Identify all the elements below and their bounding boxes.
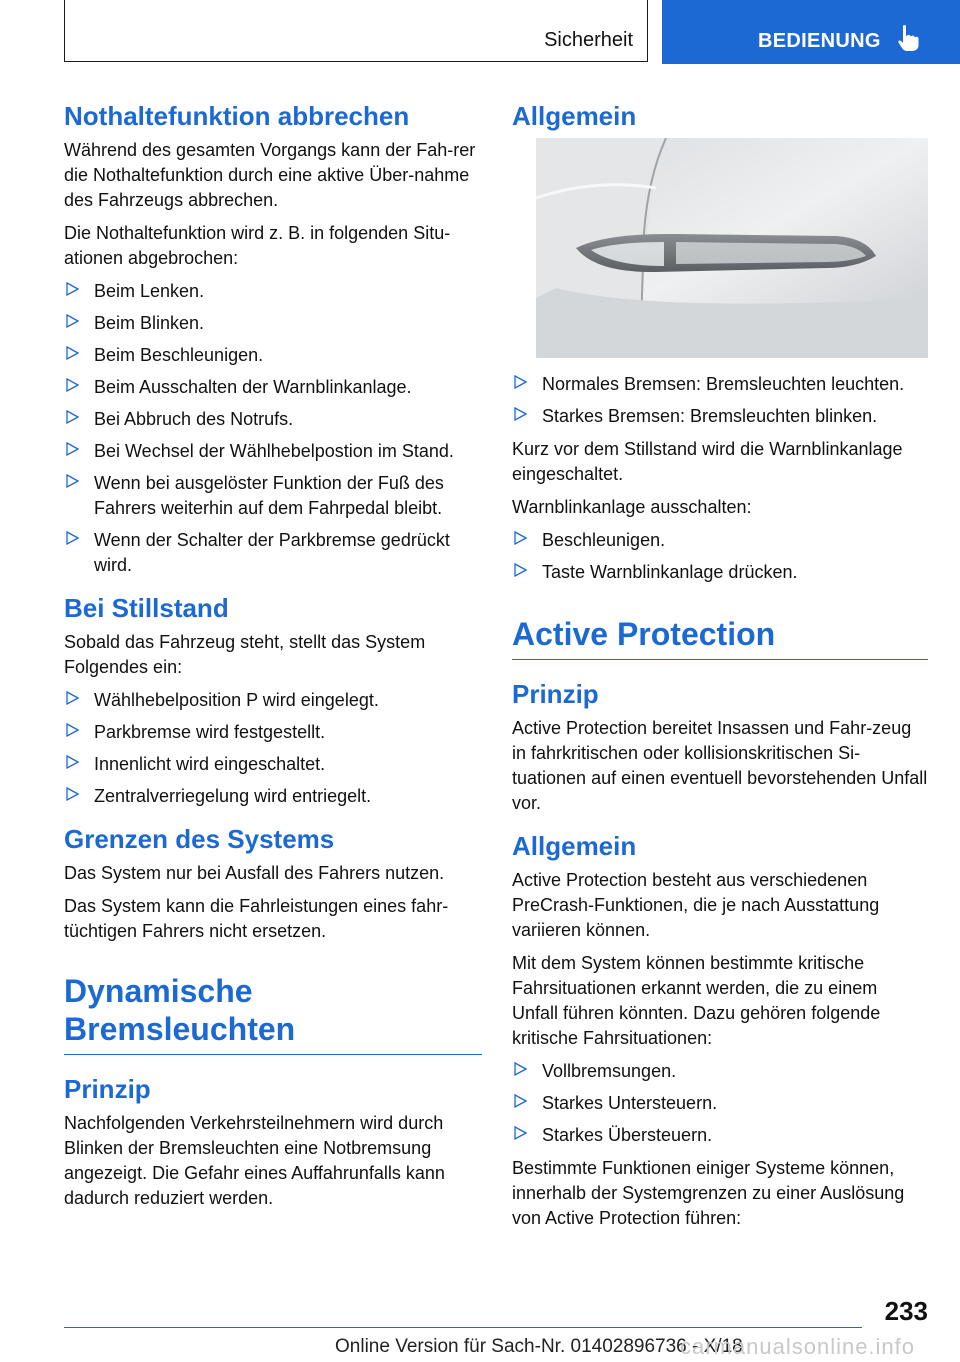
triangle-bullet-icon: [514, 563, 528, 577]
chapter-rule: [64, 1054, 482, 1055]
chapter-title-line1: Dynamische: [64, 973, 253, 1009]
tail-light-photo: [536, 138, 928, 358]
list-item: Starkes Untersteuern.: [512, 1091, 928, 1116]
triangle-bullet-icon: [66, 410, 80, 424]
triangle-bullet-icon: [66, 314, 80, 328]
list-item: Vollbremsungen.: [512, 1059, 928, 1084]
list-item: Innenlicht wird eingeschaltet.: [64, 752, 482, 777]
paragraph: Warnblinkanlage ausschalten:: [512, 497, 752, 517]
triangle-bullet-icon: [514, 407, 528, 421]
paragraph: Kurz vor dem Stillstand wird die Warnblinkanlage eingeschaltet.: [512, 439, 903, 484]
section-title-prinzip: Prinzip: [512, 679, 599, 709]
list-item: Bei Wechsel der Wählhebelpostion im Stand.: [64, 439, 482, 464]
list-item: Beim Blinken.: [64, 311, 482, 336]
triangle-bullet-icon: [66, 531, 80, 545]
chapter-rule: [512, 659, 928, 660]
paragraph: Active Protection besteht aus verschiedenen PreCrash-Funktionen, die je nach Ausstattung variieren können.: [512, 870, 880, 940]
triangle-bullet-icon: [66, 691, 80, 705]
list-item: Bei Abbruch des Notrufs.: [64, 407, 482, 432]
bullet-list-stillstand: [64, 688, 482, 809]
triangle-bullet-icon: [66, 282, 80, 296]
list-item: Starkes Übersteuern.: [512, 1123, 928, 1148]
list-item: Beim Beschleunigen.: [64, 343, 482, 368]
bullet-list-ausschalten: [512, 528, 928, 585]
paragraph: Bestimmte Funktionen einiger Systeme können, innerhalb der Systemgrenzen zu einer Auslösung von Active Protection führen:: [512, 1158, 905, 1228]
section-title-stillstand: Bei Stillstand: [64, 593, 229, 623]
header-section-box: [64, 0, 648, 62]
header-section-label: Sicherheit: [544, 29, 633, 51]
paragraph: Das System nur bei Ausfall des Fahrers nutzen.: [64, 863, 445, 883]
triangle-bullet-icon: [66, 474, 80, 488]
paragraph: Active Protection bereitet Insassen und Fahr‐zeug in fahrkritischen oder kollisionskritischen Si‐tuationen auf einen eventuell bevorstehenden Unfall vor.: [512, 718, 928, 813]
list-item: Beim Lenken.: [64, 279, 482, 304]
header-chapter-label: BEDIENUNG: [758, 30, 881, 52]
footer-online-version: Online Version für Sach-Nr. 01402896736 - X/18: [335, 1336, 743, 1357]
list-item: Beim Ausschalten der Warnblinkanlage.: [64, 375, 482, 400]
paragraph: Sobald das Fahrzeug steht, stellt das System Folgendes ein:: [64, 632, 426, 677]
paragraph: Mit dem System können bestimmte kritische Fahrsituationen erkannt werden, die zu einem Unfall führen könnten. Dazu gehören folgende kritische Fahrsituationen:: [512, 953, 881, 1048]
triangle-bullet-icon: [514, 375, 528, 389]
section-title-nothalt-abbrechen: Nothaltefunktion abbrechen: [64, 101, 410, 131]
paragraph: Die Nothaltefunktion wird z. B. in folgenden Situ‐ationen abgebrochen:: [64, 223, 451, 268]
watermark: carmanualsonline.info: [680, 1334, 916, 1359]
triangle-bullet-icon: [514, 1126, 528, 1140]
section-title-grenzen: Grenzen des Systems: [64, 824, 335, 854]
list-item: Taste Warnblinkanlage drücken.: [512, 560, 928, 585]
bullet-list-abbruch: [64, 279, 482, 578]
triangle-bullet-icon: [514, 1094, 528, 1108]
left-column: [64, 100, 482, 1219]
list-item: Wählhebelposition P wird eingelegt.: [64, 688, 482, 713]
section-title-prinzip: Prinzip: [64, 1074, 151, 1104]
bullet-list-situationen: [512, 1059, 928, 1148]
list-item: Wenn der Schalter der Parkbremse gedrückt wird.: [64, 528, 482, 578]
chapter-title-active-protection: Active Protection: [512, 616, 776, 652]
paragraph: Das System kann die Fahrleistungen eines fahr‐tüchtigen Fahrers nicht ersetzen.: [64, 896, 449, 941]
page-number: 233: [884, 1296, 928, 1326]
triangle-bullet-icon: [514, 531, 528, 545]
list-item: Beschleunigen.: [512, 528, 928, 553]
paragraph: Nachfolgenden Verkehrsteilnehmern wird durch Blinken der Bremsleuchten eine Notbremsung angezeigt. Die Gefahr eines Auffahrunfalls kann dadurch reduziert werden.: [64, 1113, 445, 1208]
triangle-bullet-icon: [66, 346, 80, 360]
bullet-list-bremsen: [512, 372, 928, 429]
triangle-bullet-icon: [66, 787, 80, 801]
triangle-bullet-icon: [66, 442, 80, 456]
footer-rule: [64, 1327, 862, 1328]
paragraph: Während des gesamten Vorgangs kann der Fah‐rer die Nothaltefunktion durch eine aktive Über‐nahme des Fahrzeugs abbrechen.: [64, 140, 476, 210]
right-column: [512, 100, 928, 1239]
section-title-allgemein: Allgemein: [512, 831, 637, 861]
list-item: Zentralverriegelung wird entriegelt.: [64, 784, 482, 809]
list-item: Normales Bremsen: Bremsleuchten leuchten.: [512, 372, 928, 397]
triangle-bullet-icon: [66, 755, 80, 769]
chapter-title-line2: Bremsleuchten: [64, 1011, 296, 1047]
triangle-bullet-icon: [514, 1062, 528, 1076]
header-chapter-tab: [662, 0, 960, 64]
list-item: Parkbremse wird festgestellt.: [64, 720, 482, 745]
list-item: Starkes Bremsen: Bremsleuchten blinken.: [512, 404, 928, 429]
triangle-bullet-icon: [66, 378, 80, 392]
triangle-bullet-icon: [66, 723, 80, 737]
list-item: Wenn bei ausgelöster Funktion der Fuß des Fahrers weiterhin auf dem Fahrpedal bleibt.: [64, 471, 482, 521]
pointing-hand-icon: [896, 24, 922, 52]
section-title-allgemein: Allgemein: [512, 101, 637, 131]
